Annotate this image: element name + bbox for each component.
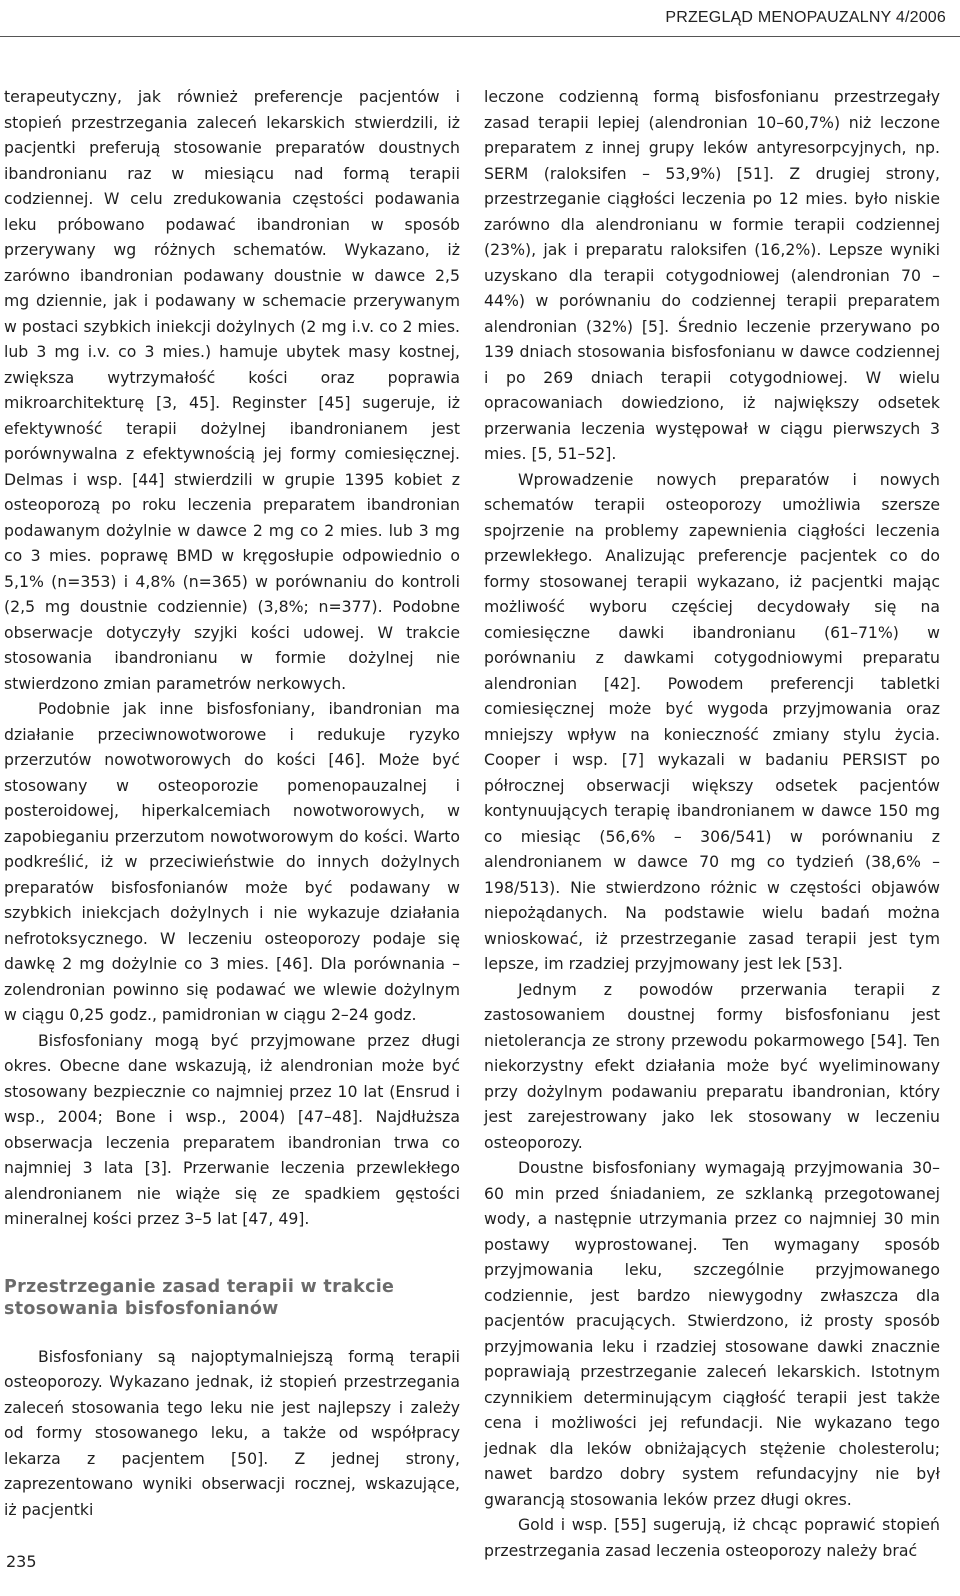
left-paragraph-4: Bisfosfoniany są najoptymalniejszą formą terapii osteoporozy. Wykazano jednak, iż stopień przestrzegania zaleceń stosowania tego leku nie jest najlepszy i zależy od formy stosowanego leku, a także od współpracy lekarza z pacjentem [50]. Z jednej strony, zaprezentowano wyniki obserwacji rocznej, wskazujące, iż pacjentki xyxy=(4,1346,460,1519)
page-number: 235 xyxy=(6,1552,37,1571)
journal-title: PRZEGLĄD MENOPAUZALNY 4/2006 xyxy=(665,9,946,26)
right-paragraph-4: Doustne bisfosfoniany wymagają przyjmowania 30–60 min przed śniadaniem, ze szklanką przegotowanej wody, a następnie utrzymania przez co najmniej 30 min postawy wyprostowanej. Ten wymagany sposób przyjmowania leku, szczególnie przyjmowanego codziennie, jest bardzo niewygodny zwłaszcza dla pacjentów pracujących. Stwierdzono, iż prosty sposób przyjmowania leku i rzadziej stosowane dawki znacznie poprawiają przestrzeganie zaleceń lekarskich. Istotnym czynnikiem determinującym ciągłość terapii jest także cena i możliwości jej refundacji. Nie wykazano tego jednak dla leków obniżających stężenie cholesterolu; nawet bardzo dobry system refundacyjny nie był gwarancją stosowania leków przez długi okres. xyxy=(484,1158,940,1509)
section-heading: Przestrzeganie zasad terapii w trakcie stosowania bisfosfonianów xyxy=(4,1276,395,1319)
left-paragraph-1: terapeutyczny, jak również preferencje pacjentów i stopień przestrzegania zaleceń lekarskich stwierdzili, iż pacjentki preferują stosowanie preparatów doustnych ibandronianu raz w miesiącu nad formą terapii codziennej. W celu zredukowania częstości podawania leku próbowano podawać ibandronian w sposób przerywany wg różnych schematów. Wykazano, iż zarówno ibandronian podawany doustnie w dawce 2,5 mg dziennie, jak i podawany w schemacie przerywanym w postaci szybkich iniekcji dożylnych (2 mg i.v. co 2 mies. lub 3 mg i.v. co 3 mies.) hamuje ubytek masy kostnej, zwiększa wytrzymałość kości oraz poprawia mikroarchitekturę [3, 45]. Reginster [45] sugeruje, iż efektywność terapii dożylnej ibandronianem jest porównywalna z efektywnością jej formy comiesięcznej. Delmas i wsp. [44] stwierdzili w grupie 1395 kobiet z osteoporozą po roku leczenia preparatem ibandronian podawanym dożylnie w dawce 2 mg co 2 mies. lub 3 mg co 3 mies. poprawę BMD w kręgosłupie odpowiednio o 5,1% (n=353) i 4,8% (n=365) w porównaniu do kontroli (2,5 mg doustnie codziennie) (3,8%; n=377). Podobne obserwacje dotyczyły szyjki kości udowej. W trakcie stosowania ibandronianu w formie dożylnej nie stwierdzono zmian parametrów nerkowych. xyxy=(4,87,460,693)
running-header xyxy=(0,0,960,37)
right-paragraph-2: Wprowadzenie nowych preparatów i nowych schematów terapii osteoporozy umożliwia szersze spojrzenie na problemy zapewnienia ciągłości leczenia przewlekłego. Analizując preferencje pacjentek co do formy stosowanej terapii wykazano, iż pacjentki mając możliwość wyboru częściej decydowały się na comiesięczne dawki ibandronianu (61–71%) w porównaniu z dawkami cotygodniowymi preparatu alendronian [42]. Powodem preferencji tabletki comiesięcznej może być wygoda przyjmowania oraz mniejszy wpływ na konieczność zmiany stylu życia. Cooper i wsp. [7] wykazali w badaniu PERSIST po półrocznej obserwacji większy odsetek pacjentów kontynuujących terapię ibandronianem w dawce 150 mg co miesiąc (56,6% – 306/541) w porównaniu z alendronianem w dawce 70 mg co tydzień (38,6% – 198/513). Nie stwierdzono różnic w częstości objawów niepożądanych. Na podstawie wielu badań można wnioskować, iż przestrzeganie zasad terapii jest tym lepsze, im rzadziej przyjmowany jest lek [53]. xyxy=(484,469,940,973)
right-paragraph-1: leczone codzienną formą bisfosfonianu przestrzegały zasad terapii lepiej (alendronian 10–60,7%) niż leczone preparatem z innej grupy leków antyresorpcyjnych, np. SERM (raloksifen – 53,9%) [51]. Z drugiej strony, przestrzeganie ciągłości leczenia po 12 mies. było niskie zarówno dla alendronianu w formie terapii codziennej (23%), jak i preparatu raloksifen (16,2%). Lepsze wyniki uzyskano dla terapii cotygodniowej (alendronian 70 – 44%) w porównaniu do codziennej terapii preparatem alendronian (32%) [5]. Średnio leczenie przerywano po 139 dniach stosowania bisfosfonianu w dawce codziennej i po 269 dniach terapii cotygodniowej. W wielu opracowaniach dowiedziono, iż największy odsetek przerwania leczenia występował w ciągu pierwszych 3 mies. [5, 51–52]. xyxy=(484,87,940,463)
left-paragraph-2: Podobnie jak inne bisfosfoniany, ibandronian ma działanie przeciwnowotworowe i redukuje ryzyko przerzutów nowotworowych do kości [46]. Może być stosowany w osteoporozie pomenopauzalnej i posteroidowej, hiperkalcemiach nowotworowych, w zapobieganiu przerzutom nowotworowym do kości. Warto podkreślić, iż w przeciwieństwie do innych dożylnych preparatów bisfosfonianów może być podawany w szybkich iniekcjach dożylnych i nie wykazuje działania nefrotoksycznego. W leczeniu osteoporozy podaje się dawkę 2 mg dożylnie co 3 mies. [46]. Dla porównania – zolendronian powinno się podawać we wlewie dożylnym w ciągu 0,25 godz., pamidronian w ciągu 2–24 godz. xyxy=(4,699,460,1024)
left-paragraph-3: Bisfosfoniany mogą być przyjmowane przez długi okres. Obecne dane wskazują, iż alendronian może być stosowany bezpiecznie co najmniej przez 10 lat (Ensrud i wsp., 2004; Bone i wsp., 2004) [47–48]. Najdłuższa obserwacja leczenia preparatem ibandronian trwa co najmniej 3 lata [3]. Przerwanie leczenia przewlekłego alendronianem nie wiąże się ze spadkiem gęstości mineralnej kości przez 3–5 lat [47, 49]. xyxy=(4,1030,460,1228)
left-column xyxy=(4,84,460,1522)
right-column xyxy=(484,84,940,1563)
right-paragraph-3: Jednym z powodów przerwania terapii z zastosowaniem doustnej formy bisfosfonianu jest nietolerancja ze strony przewodu pokarmowego [54]. Ten niekorzystny efekt działania może być wyeliminowany przy dożylnym podawaniu preparatu ibandronian, który jest zarejestrowany jako lek stosowany w leczeniu osteoporozy. xyxy=(484,979,940,1152)
right-paragraph-5: Gold i wsp. [55] sugerują, iż chcąc poprawić stopień przestrzegania zasad leczenia osteoporozy należy brać xyxy=(484,1515,940,1560)
